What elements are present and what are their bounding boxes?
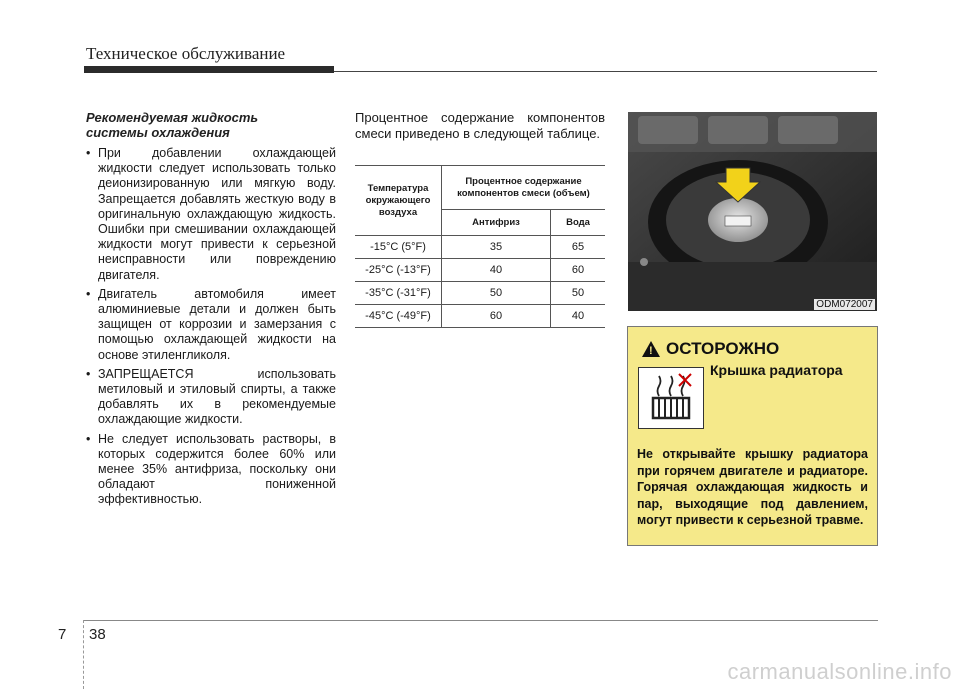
table-row: [355, 236, 605, 259]
warning-box: [627, 326, 878, 546]
header-percent: Процентное содержание компонентов смеси (объем): [442, 166, 606, 210]
coolant-mix-table: [355, 165, 605, 328]
coolant-subheading: [86, 110, 336, 140]
warning-subtitle: Крышка радиатора: [710, 362, 843, 378]
cell-antifreeze: 50: [442, 282, 551, 305]
cell-water: 50: [551, 282, 605, 305]
cell-water: 65: [551, 236, 605, 259]
table-intro: Процентное содержание компонентов смеси приведено в следующей таблице.: [355, 110, 605, 141]
section-title: Техническое обслуживание: [86, 44, 286, 63]
table-row: [355, 259, 605, 282]
coolant-bullet-list: [86, 146, 336, 508]
cell-temp: -35°C (-31°F): [355, 282, 442, 305]
cell-antifreeze: 35: [442, 236, 551, 259]
table-row: [355, 305, 605, 328]
bullet-dot: •: [86, 146, 91, 160]
hot-radiator-warning-icon: [638, 367, 704, 429]
cell-antifreeze: 40: [442, 259, 551, 282]
cell-water: 40: [551, 305, 605, 328]
subhead-line-1: Рекомендуемая жидкость: [86, 110, 259, 125]
cell-antifreeze: 60: [442, 305, 551, 328]
header-temperature: Температура окружающего воздуха: [355, 166, 442, 236]
cell-temp: -45°C (-49°F): [355, 305, 442, 328]
bullet-item: [86, 146, 336, 283]
footer-divider: [83, 620, 84, 689]
bullet-text: Двигатель автомобиля имеет алюминиевые детали и должен быть защищен от коррозии и замерзания с помощью охлаждающей жидкости на основе этиленгликоля.: [98, 286, 336, 362]
bullet-dot: •: [86, 366, 91, 381]
bullet-item: [86, 367, 336, 428]
header-rule-thick: [84, 66, 334, 73]
watermark: carmanualsonline.info: [727, 659, 952, 684]
header-rule-thin: [334, 71, 877, 72]
cell-water: 60: [551, 259, 605, 282]
middle-column: [355, 110, 605, 142]
cell-temp: -25°C (-13°F): [355, 259, 442, 282]
bullet-text: Не следует использовать растворы, в которых содержится более 60% или менее 35% антифриза, поскольку они обладают пониженной эффективностью.: [98, 431, 336, 507]
footer-rule: [84, 620, 878, 621]
warning-triangle-icon: !: [642, 341, 660, 357]
photo-code: ODM072007: [816, 299, 873, 310]
page-number: 38: [89, 626, 106, 643]
radiator-cap-photo: [628, 112, 877, 311]
header-antifreeze: Антифриз: [442, 210, 551, 236]
radiator-cap-illustration: [628, 112, 877, 311]
bullet-text: ЗАПРЕЩАЕТСЯ использовать метиловый и этиловый спирты, а также добавлять их в рекомендуемые охлаждающие жидкости.: [98, 366, 336, 427]
bullet-text: При добавлении охлаждающей жидкости следует использовать только деионизированную или мягкую воду. Запрещается добавлять жесткую воду в оригинальную охлаждающую жидкость. Ошибки при смешивании охлаждающей жидкости могут привести к серьезной неисправности или повреждению двигателя.: [98, 146, 336, 282]
bullet-dot: •: [86, 431, 91, 446]
table-row: [355, 282, 605, 305]
bullet-item: [86, 432, 336, 508]
chapter-number: 7: [58, 626, 67, 643]
subhead-line-2: системы охлаждения: [86, 125, 230, 140]
bullet-dot: •: [86, 286, 91, 301]
header-water: Вода: [551, 210, 605, 236]
left-column: [86, 110, 336, 512]
warning-title-text: ОСТОРОЖНО: [666, 339, 780, 358]
warning-title: [642, 339, 779, 359]
warning-body: Не открывайте крышку радиатора при горячем двигателе и радиаторе. Горячая охлаждающая жидкость и пар, выходящие под давлением, могут привести к серьезной травме.: [637, 447, 868, 527]
bullet-item: [86, 287, 336, 363]
cell-temp: -15°C (5°F): [355, 236, 442, 259]
